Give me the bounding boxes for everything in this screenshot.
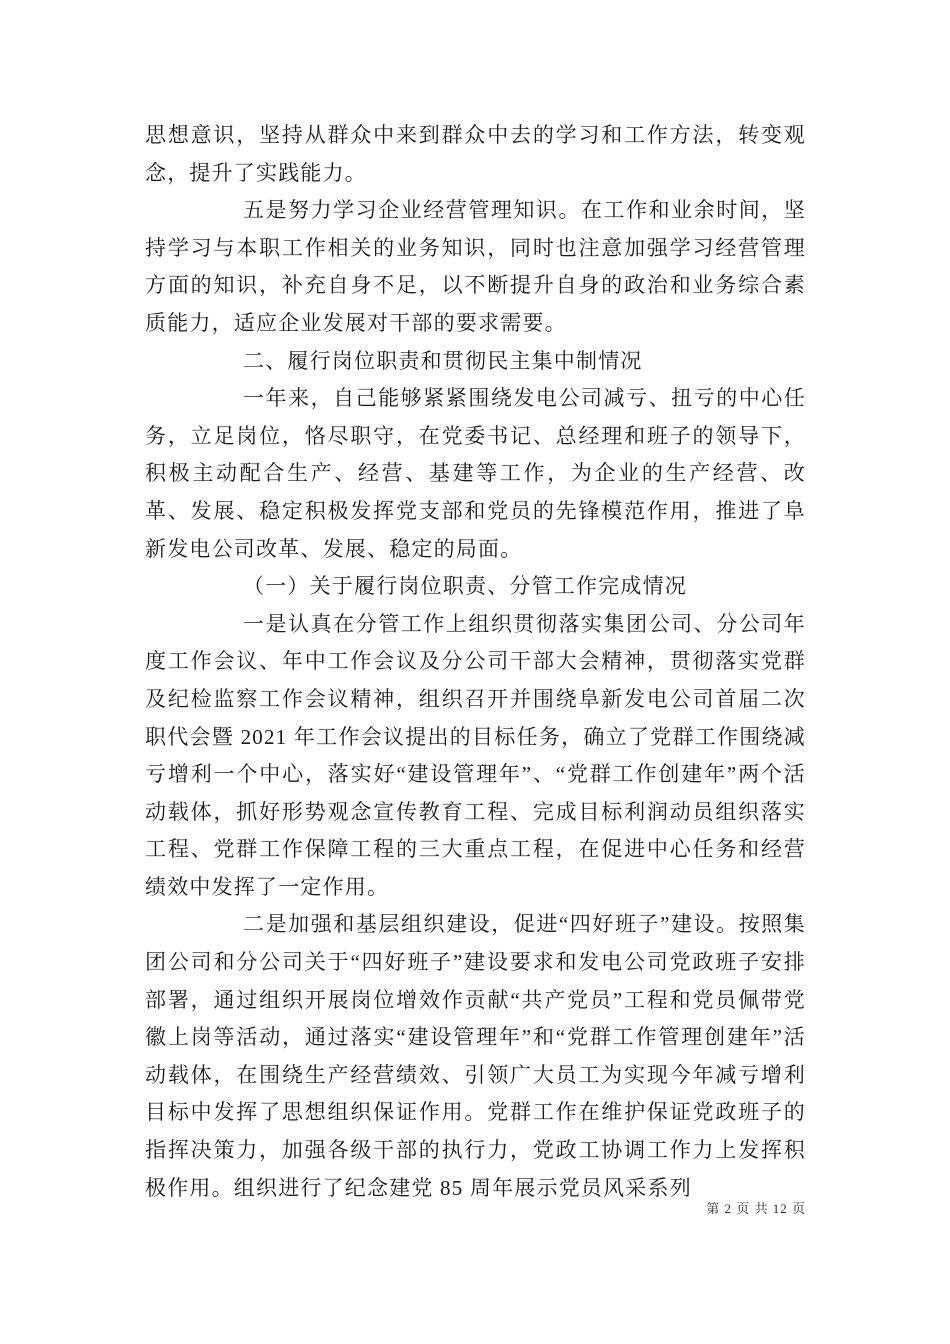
paragraph-point-five: 五是努力学习企业经营管理知识。在工作和业余时间，坚持学习与本职工作相关的业务知识，同时也注意加强学习经营管理方面的知识，补充自身不足，以不断提升自身的政治和业务综合素质能力，适应企业发展对干部的要求需要。	[145, 198, 806, 335]
page-footer	[145, 1199, 806, 1219]
paragraph-point-one: 一是认真在分管工作上组织贯彻落实集团公司、分公司年度工作会议、年中工作会议及分公司干部大会精神，贯彻落实党群及纪检监察工作会议精神，组织召开并围绕阜新发电公司首届二次职代会暨 2021 年工作会议提出的目标任务，确立了党群工作围绕减亏增利一个中心，落实好“建设管理年”、“党群工作创建年”两个活动载体，抓好形势观念宣传教育工程、完成目标利润动员组织落实工程、党群工作保障工程的三大重点工程，在促进中心任务和经营绩效中发挥了一定作用。	[145, 611, 806, 899]
document-body	[145, 117, 806, 1207]
subsection-heading-one: （一）关于履行岗位职责、分管工作完成情况	[243, 574, 687, 599]
page-number-label: 第 2 页 共 12 页	[706, 1201, 806, 1216]
paragraph-continuation: 思想意识，坚持从群众中来到群众中去的学习和工作方法，转变观念，提升了实践能力。	[145, 123, 806, 185]
paragraph-year-summary: 一年来，自己能够紧紧围绕发电公司减亏、扭亏的中心任务，立足岗位，恪尽职守，在党委书记、总经理和班子的领导下，积极主动配合生产、经营、基建等工作，为企业的生产经营、改革、发展、稳定积极发挥党支部和党员的先锋模范作用，推进了阜新发电公司改革、发展、稳定的局面。	[145, 386, 806, 561]
section-heading-two: 二、履行岗位职责和贯彻民主集中制情况	[243, 348, 643, 373]
paragraph-point-two: 二是加强和基层组织建设，促进“四好班子”建设。按照集团公司和分公司关于“四好班子”建设要求和发电公司党政班子安排部署，通过组织开展岗位增效作贡献“共产党员”工程和党员佩带党徽上岗等活动，通过落实“建设管理年”和“党群工作管理创建年”活动载体，在围绕生产经营绩效、引领广大员工为实现今年减亏增利目标中发挥了思想组织保证作用。党群工作在维护保证党政班子的指挥决策力，加强各级干部的执行力，党政工协调工作力上发挥积极作用。组织进行了纪念建党 85 周年展示党员风采系列	[145, 912, 806, 1200]
